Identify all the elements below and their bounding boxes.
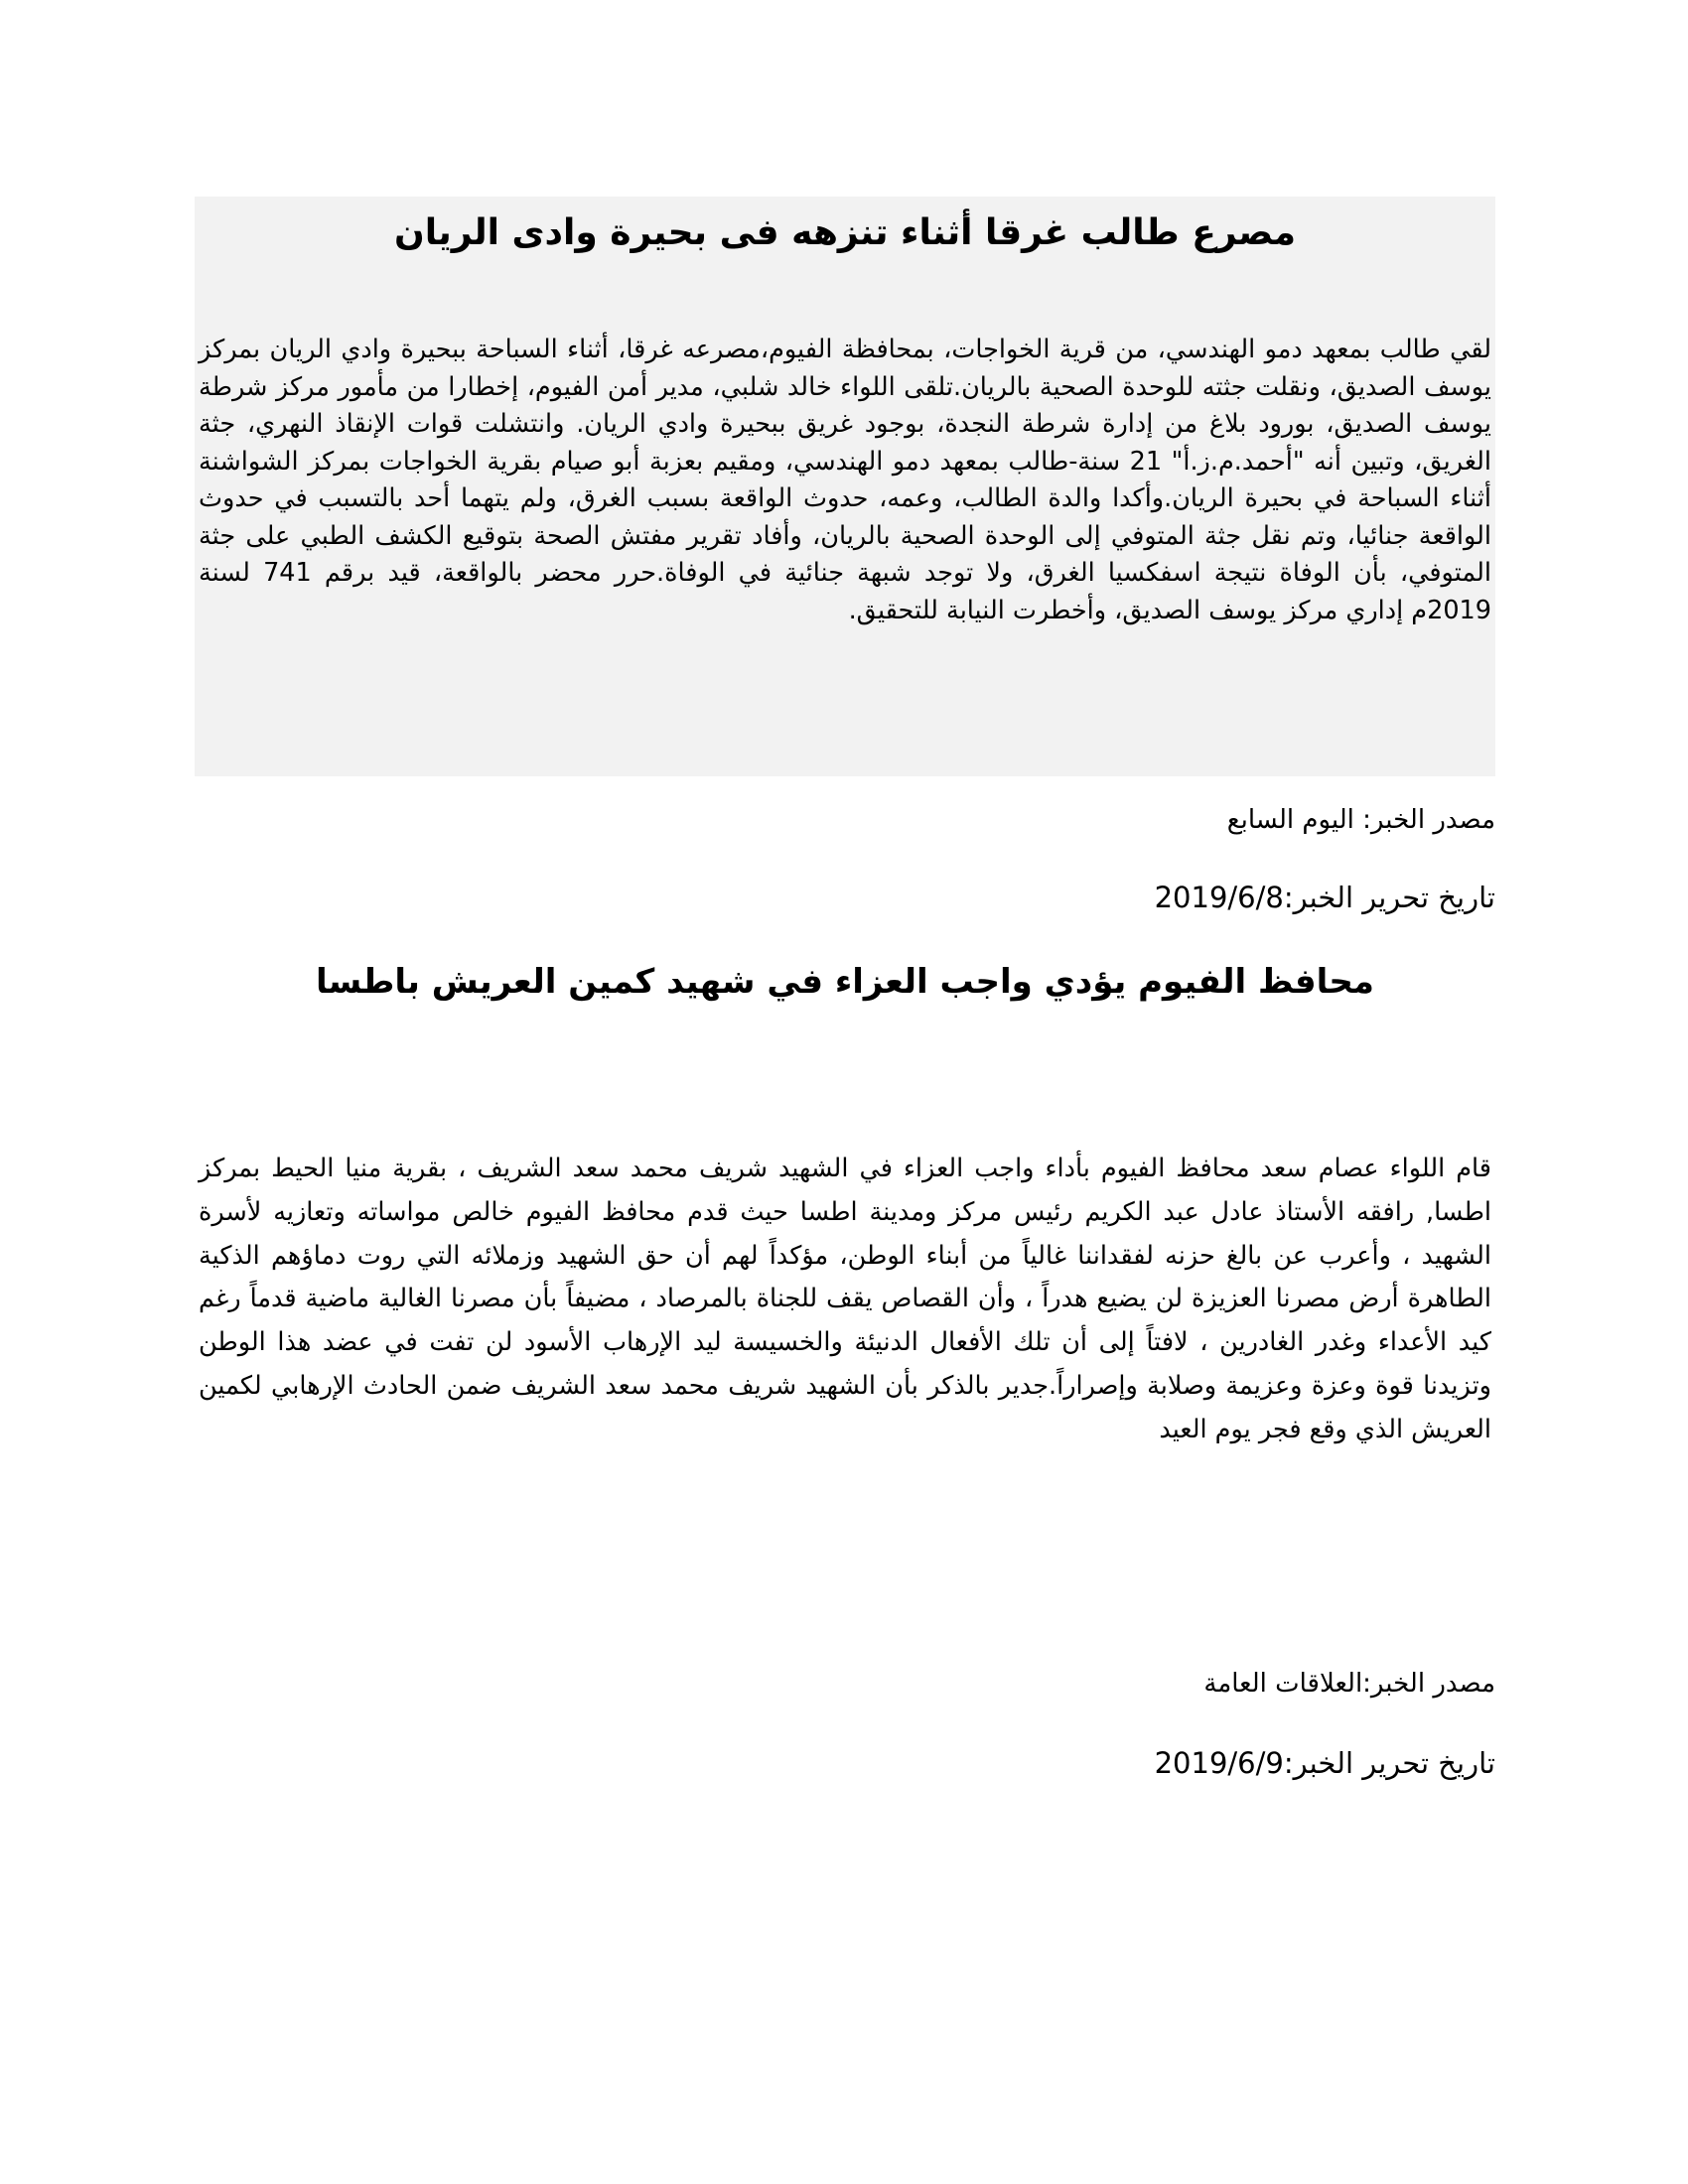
article2-title: محافظ الفيوم يؤدي واجب العزاء في شهيد كمين العريش باطسا [316,962,1374,1002]
article1-date-value: 2019/6/8 [1154,881,1284,914]
article1-body: لقي طالب بمعهد دمو الهندسي، من قرية الخواجات، بمحافظة الفيوم،مصرعه غرقا، أثناء السباحة ببحيرة وادي الريان بمركز يوسف الصديق، ونقلت جثته للوحدة الصحية بالريان.تلقى اللواء خالد شلبي، مدير أمن الفيوم، إخطارا من مأمور مركز شرطة يوسف الصديق، بورود بلاغ من إدارة شرطة النجدة، بوجود غريق ببحيرة وادي الريان. وانتشلت قوات الإنقاذ النهري، جثة الغريق، وتبين أنه "أحمد.م.ز.أ" 21 سنة-طالب بمعهد دمو الهندسي، ومقيم بعزبة أبو صيام بقرية الخواجات بمركز الشواشنة أثناء السباحة في بحيرة الريان.وأكدا والدة الطالب، وعمه، حدوث الواقعة بسبب الغرق، ولم يتهما أحد بالتسبب في حدوث الواقعة جنائيا، وتم نقل جثة المتوفي إلى الوحدة الصحية بالريان، وأفاد تقرير مفتش الصحة بتوقيع الكشف الطبي على جثة المتوفي، بأن الوفاة نتيجة اسفكسيا الغرق، ولا توجد شبهة جنائية في الوفاة.حرر محضر بالواقعة، قيد برقم 741 لسنة 2019م إداري مركز يوسف الصديق، وأخطرت النيابة للتحقيق. [199,335,1491,625]
article2-source [1203,1666,1495,1702]
article1-date [1155,880,1495,915]
article2-date-label: تاريخ تحرير الخبر: [1283,1746,1495,1780]
article2-source-label: مصدر الخبر: [1362,1669,1495,1699]
article1-source-value: اليوم السابع [1226,805,1354,835]
article2-source-value: العلاقات العامة [1203,1669,1363,1699]
article1-date-label: تاريخ تحرير الخبر: [1283,881,1495,914]
article1-title: مصرع طالب غرقا أثناء تنزهه فى بحيرة وادى الريان [393,212,1296,253]
article2-body: قام اللواء عصام سعد محافظ الفيوم بأداء واجب العزاء في الشهيد شريف محمد سعد الشريف ، بقرية منيا الحيط بمركز اطسا, رافقه الأستاذ عادل عبد الكريم رئيس مركز ومدينة اطسا حيث قدم محافظ الفيوم خالص مواساته وتعازيه لأسرة الشهيد ، وأعرب عن بالغ حزنه لفقداننا غالياً من أبناء الوطن، مؤكداً لهم أن حق الشهيد وزملائه التي روت دماؤهم الذكية الطاهرة أرض مصرنا العزيزة لن يضيع هدراً ، وأن القصاص يقف للجناة بالمرصاد ، مضيفاً بأن مصرنا الغالية ماضية قدماً رغم كيد الأعداء وغدر الغادرين ، لافتاً إلى أن تلك الأفعال الدنيئة والخسيسة ليد الإرهاب الأسود لن تفت في عضد هذا الوطن وتزيدنا قوة وعزة وعزيمة وصلابة وإصراراً.جدير بالذكر بأن الشهيد شريف محمد سعد الشريف ضمن الحادث الإرهابي لكمين العريش الذي وقع فجر يوم العيد [199,1154,1491,1444]
article2-date-value: 2019/6/9 [1154,1746,1284,1780]
article1-source [1227,802,1495,838]
article2-date [1155,1745,1495,1781]
article1-source-label: مصدر الخبر: [1353,805,1495,835]
